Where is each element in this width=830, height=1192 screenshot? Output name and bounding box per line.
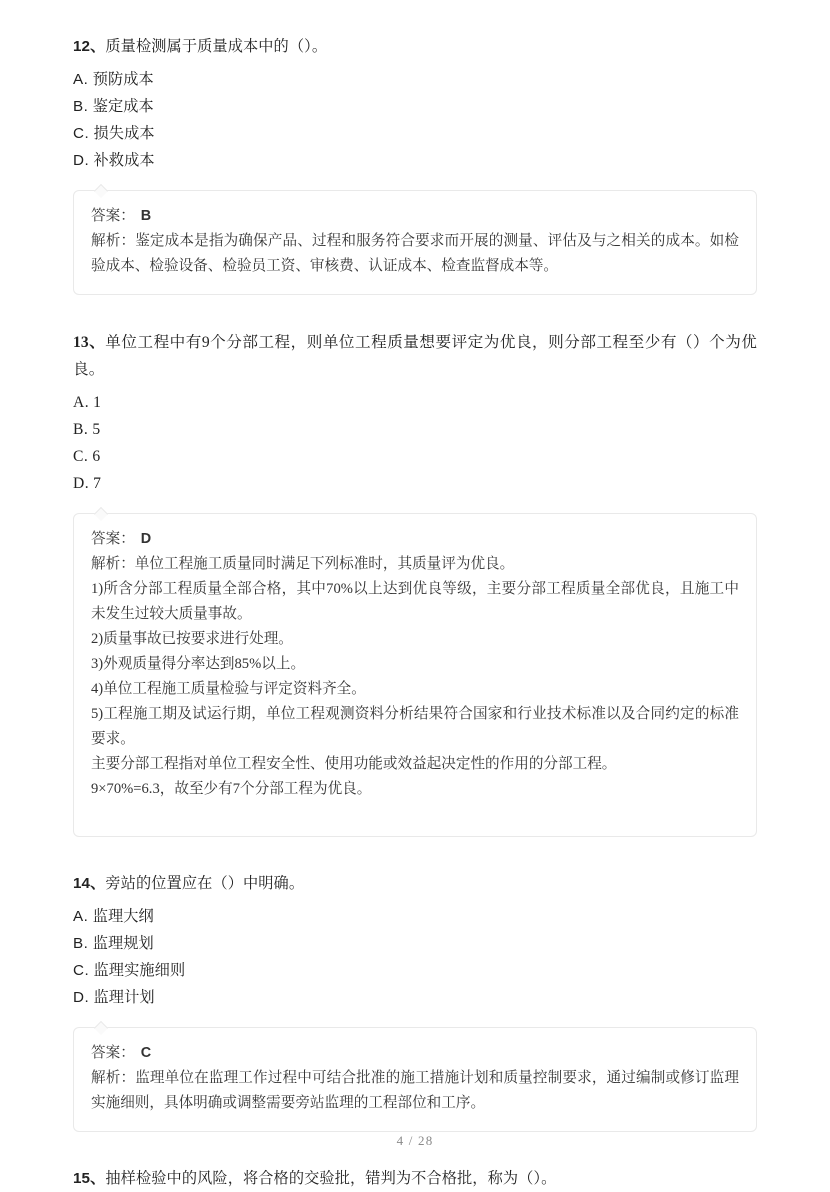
option-text-13-d: 7 [93, 475, 102, 492]
explanation-line-13-7: 主要分部工程指对单位工程安全性、使用功能或效益起决定性的作用的分部工程。 [91, 756, 617, 772]
explanation-line-14-1: 解析：监理单位在监理工作过程中可结合批准的施工措施计划和质量控制要求，通过编制或修订监理实施细则，具体明确或调整需要旁站监理的工程部位和工序。 [91, 1070, 739, 1111]
option-key-13-a: A. [73, 394, 90, 411]
answer-label-12: 答案： [91, 208, 135, 224]
option-text-14-a: 监理大纲 [92, 908, 154, 925]
question-number-15: 15、 [73, 1170, 106, 1187]
answer-box-14 [73, 1027, 757, 1132]
option-key-14-b: B. [73, 935, 89, 952]
page-footer [0, 1133, 830, 1149]
question-block-14 [73, 871, 757, 1132]
question-stem-15 [73, 1166, 757, 1192]
option-text-14-c: 监理实施细则 [93, 962, 186, 979]
question-block-12 [73, 34, 757, 295]
answer-value-13: D [140, 531, 152, 547]
option-text-13-b: 5 [92, 421, 101, 438]
explanation-line-12-1: 解析：鉴定成本是指为确保产品、过程和服务符合要求而开展的测量、评估及与之相关的成本。如检验成本、检验设备、检验员工资、审核费、认证成本、检查监督成本等。 [91, 233, 739, 274]
option-12-c[interactable] [73, 120, 757, 147]
question-text-15: 抽样检验中的风险，将合格的交验批，错判为不合格批，称为（）。 [105, 1170, 557, 1187]
option-key-13-d: D. [73, 475, 90, 492]
answer-box-12 [73, 190, 757, 295]
option-text-12-c: 损失成本 [93, 125, 155, 142]
question-stem-12 [73, 34, 757, 60]
option-key-13-c: C. [73, 448, 89, 465]
answer-box-13 [73, 513, 757, 837]
option-key-14-d: D. [73, 989, 90, 1006]
option-key-12-c: C. [73, 125, 90, 142]
question-text-13: 单位工程中有9个分部工程，则单位工程质量想要评定为优良，则分部工程至少有（）个为优良。 [73, 334, 757, 378]
option-key-14-c: C. [73, 962, 90, 979]
answer-label-13: 答案： [91, 531, 135, 547]
explanation-line-13-8: 9×70%=6.3，故至少有7个分部工程为优良。 [91, 781, 372, 797]
option-key-12-a: A. [73, 71, 89, 88]
option-13-d[interactable] [73, 470, 757, 497]
option-key-14-a: A. [73, 908, 89, 925]
page-number-label: 4 / 28 [396, 1133, 434, 1148]
answer-value-14: C [140, 1045, 152, 1061]
question-number-12: 12、 [73, 38, 106, 55]
option-key-13-b: B. [73, 421, 89, 438]
option-14-d[interactable] [73, 984, 757, 1011]
explanation-line-13-1: 解析：单位工程施工质量同时满足下列标准时，其质量评为优良。 [91, 556, 515, 572]
explanation-line-13-3: 2)质量事故已按要求进行处理。 [91, 631, 293, 647]
option-12-b[interactable] [73, 93, 757, 120]
question-block-13 [73, 329, 757, 837]
option-13-c[interactable] [73, 443, 757, 470]
option-14-b[interactable] [73, 930, 757, 957]
question-stem-14 [73, 871, 757, 897]
question-number-14: 14、 [73, 875, 106, 892]
option-text-12-b: 鉴定成本 [92, 98, 154, 115]
option-text-14-b: 监理规划 [92, 935, 154, 952]
option-12-d[interactable] [73, 147, 757, 174]
option-12-a[interactable] [73, 66, 757, 93]
explanation-line-13-6: 5)工程施工期及试运行期，单位工程观测资料分析结果符合国家和行业技术标准以及合同约定的标准要求。 [91, 706, 739, 747]
option-key-12-b: B. [73, 98, 89, 115]
option-text-13-c: 6 [92, 448, 101, 465]
answer-line-12 [91, 204, 739, 229]
explanation-line-13-2: 1)所含分部工程质量全部合格，其中70%以上达到优良等级，主要分部工程质量全部优良，且施工中未发生过较大质量事故。 [91, 581, 739, 622]
question-block-15 [73, 1166, 757, 1192]
question-text-12: 质量检测属于质量成本中的（）。 [105, 38, 328, 55]
option-13-a[interactable] [73, 389, 757, 416]
question-stem-13 [73, 329, 757, 383]
option-text-13-a: 1 [93, 394, 102, 411]
option-text-14-d: 监理计划 [93, 989, 155, 1006]
explanation-line-13-5: 4)单位工程施工质量检验与评定资料齐全。 [91, 681, 366, 697]
option-text-12-d: 补救成本 [93, 152, 155, 169]
question-number-13: 13、 [73, 334, 106, 351]
answer-label-14: 答案： [91, 1045, 135, 1061]
answer-line-13 [91, 527, 739, 552]
option-14-c[interactable] [73, 957, 757, 984]
question-text-14: 旁站的位置应在（）中明确。 [105, 875, 305, 892]
option-key-12-d: D. [73, 152, 90, 169]
answer-line-14 [91, 1041, 739, 1066]
answer-value-12: B [140, 208, 152, 224]
option-13-b[interactable] [73, 416, 757, 443]
explanation-line-13-4: 3)外观质量得分率达到85%以上。 [91, 656, 306, 672]
option-text-12-a: 预防成本 [92, 71, 154, 88]
option-14-a[interactable] [73, 903, 757, 930]
